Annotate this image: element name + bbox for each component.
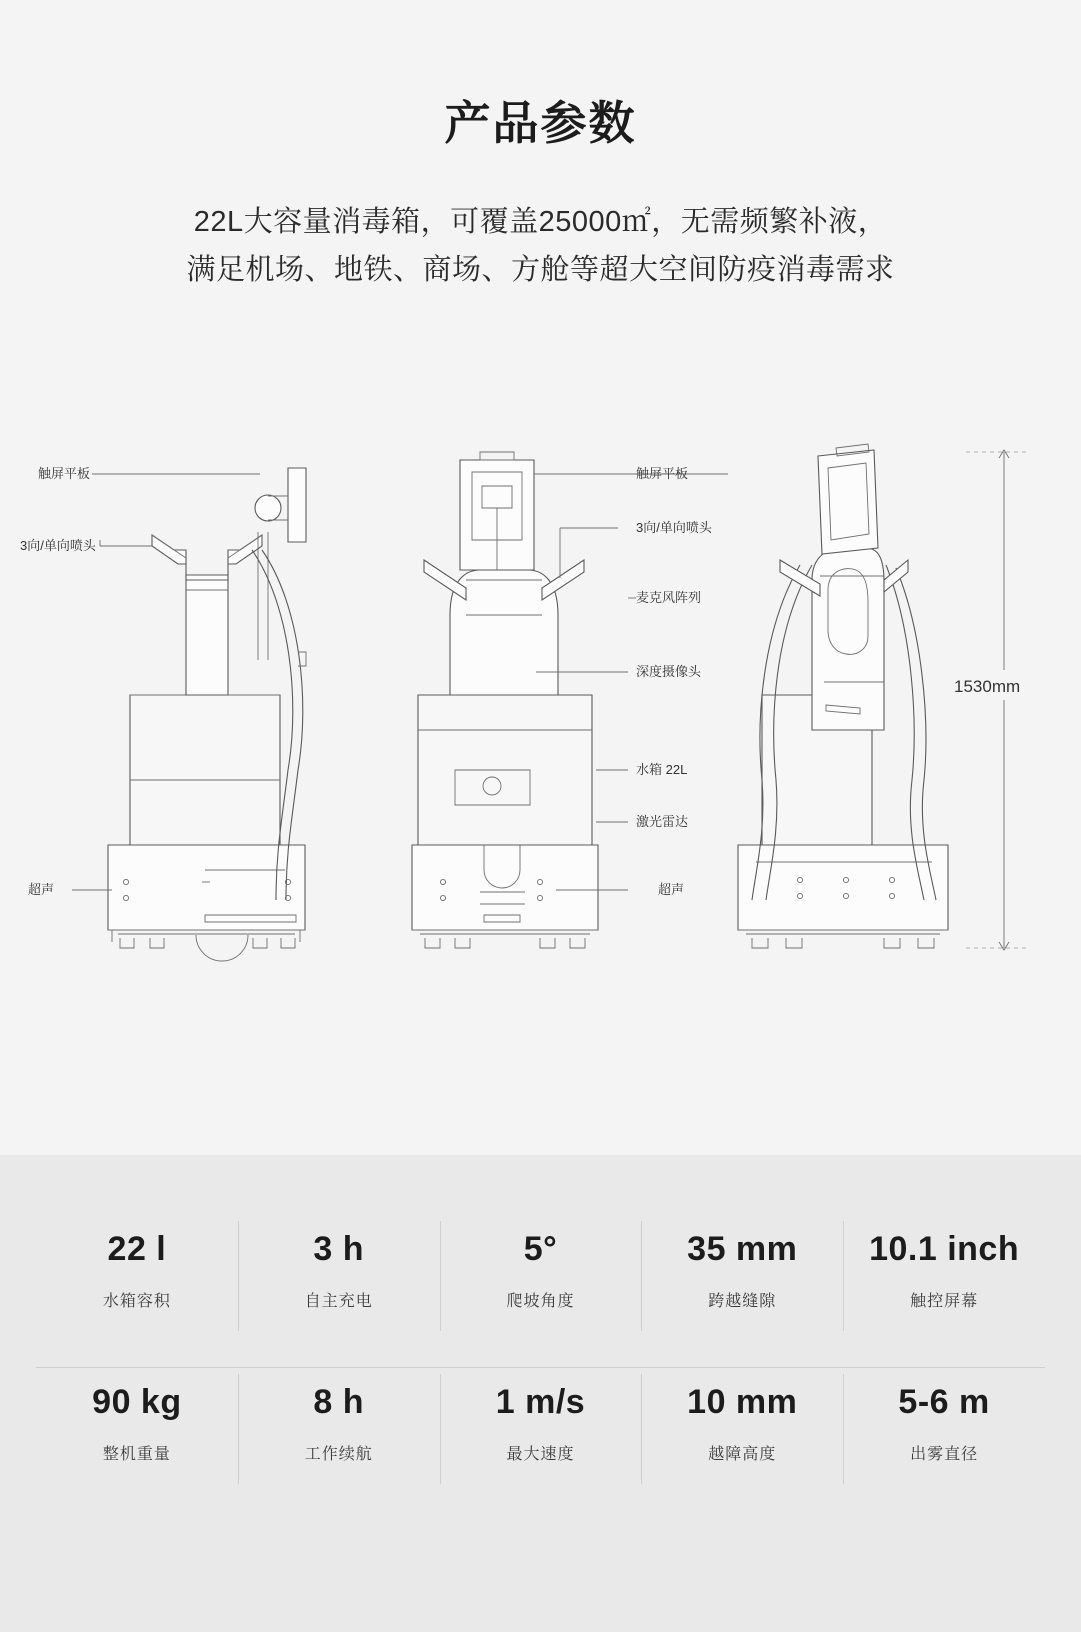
center-front-view	[412, 452, 728, 948]
spec-table-block	[0, 1155, 1081, 1632]
spec-cell-endurance	[238, 1368, 440, 1490]
callout-label: 麦克风阵列	[636, 590, 702, 605]
subtitle-line-1: 22L大容量消毒箱，可覆盖25000㎡，无需频繁补液，	[193, 206, 888, 239]
spec-cell-obstacle-height	[641, 1368, 843, 1490]
subtitle-line-2: 满足机场、地铁、商场、方舱等超大空间防疫消毒需求	[186, 254, 895, 287]
left-view-callout-3	[28, 882, 112, 897]
dimension-label: 1530mm	[954, 677, 1021, 696]
center-view-callout-6	[596, 814, 688, 829]
center-view-callout-4	[536, 664, 702, 679]
spec-label: 越障高度	[708, 1445, 777, 1463]
spec-value: 35 mm	[687, 1230, 798, 1268]
callout-label: 超声	[28, 882, 55, 897]
page-header	[0, 0, 1081, 295]
page-subtitle	[76, 199, 1006, 295]
spec-cell-weight	[36, 1368, 238, 1490]
spec-value: 10.1 inch	[869, 1230, 1020, 1268]
spec-cell-charging	[238, 1215, 440, 1337]
center-view-callout-3	[628, 590, 701, 605]
callout-label: 激光雷达	[636, 814, 689, 829]
left-view-callout-2	[20, 538, 152, 553]
spec-label: 整机重量	[102, 1445, 171, 1463]
spec-label: 自主充电	[304, 1292, 373, 1310]
spec-label: 水箱容积	[102, 1292, 171, 1310]
product-diagram	[0, 430, 1081, 1050]
spec-value: 3 h	[313, 1230, 364, 1268]
spec-value: 5-6 m	[898, 1382, 990, 1421]
spec-value: 90 kg	[92, 1382, 182, 1421]
spec-label: 触控屏幕	[910, 1292, 979, 1310]
spec-cell-touchscreen	[843, 1215, 1045, 1337]
left-view-callout-1	[38, 466, 260, 481]
callout-label: 3向/单向喷头	[20, 538, 96, 553]
callout-label: 深度摄像头	[636, 664, 702, 679]
callout-label: 超声	[658, 882, 685, 897]
height-dimension	[954, 450, 1028, 950]
spec-cell-gap-crossing	[641, 1215, 843, 1337]
spec-label: 最大速度	[506, 1445, 575, 1463]
spec-table	[36, 1215, 1045, 1490]
center-view-callout-5	[596, 762, 687, 777]
spec-row-1	[36, 1215, 1045, 1337]
spec-value: 10 mm	[687, 1382, 798, 1421]
spec-label: 跨越缝隙	[708, 1292, 777, 1310]
center-view-callout-1	[534, 466, 728, 481]
spec-row-2	[36, 1368, 1045, 1490]
spec-label: 爬坡角度	[506, 1292, 575, 1310]
callout-label: 触屏平板	[636, 466, 689, 481]
spec-value: 5°	[523, 1230, 558, 1268]
spec-cell-max-speed	[440, 1368, 642, 1490]
spec-value: 1 m/s	[495, 1382, 586, 1421]
callout-label: 水箱 22L	[636, 762, 688, 777]
callout-label: 3向/单向喷头	[636, 520, 712, 535]
spec-cell-spray-diameter	[843, 1368, 1045, 1490]
spec-value: 22 l	[107, 1230, 167, 1268]
right-perspective-view	[738, 444, 1028, 950]
spec-label: 工作续航	[304, 1445, 373, 1463]
spec-value: 8 h	[313, 1382, 364, 1421]
spec-label: 出雾直径	[910, 1445, 979, 1463]
page-title: 产品参数	[444, 97, 637, 149]
spec-cell-water-tank	[36, 1215, 238, 1337]
callout-label: 触屏平板	[38, 466, 91, 481]
left-side-view	[20, 466, 306, 961]
spec-cell-climb-angle	[440, 1215, 642, 1337]
